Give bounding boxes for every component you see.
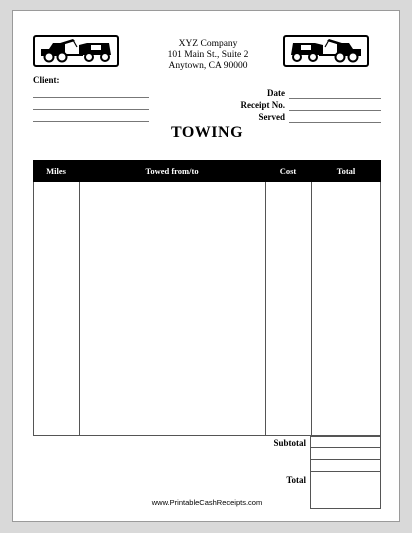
receipt-page <box>12 10 400 522</box>
column-header-miles: Miles <box>46 166 66 176</box>
column-header-towed: Towed from/to <box>145 166 199 176</box>
tow-truck-icon <box>285 37 367 65</box>
served-label: Served <box>258 112 285 122</box>
receipt-no-field[interactable] <box>289 110 381 111</box>
column-divider <box>311 182 312 435</box>
date-label: Date <box>267 88 285 98</box>
company-address-line1: 101 Main St., Suite 2 <box>167 50 249 60</box>
tow-truck-icon <box>35 37 117 65</box>
tax-box-2[interactable] <box>310 460 381 472</box>
table-header <box>33 160 381 182</box>
date-field[interactable] <box>289 98 381 99</box>
column-header-total: Total <box>336 166 356 176</box>
total-label: Total <box>286 475 306 485</box>
tax-box-1[interactable] <box>310 448 381 460</box>
subtotal-label: Subtotal <box>273 438 306 448</box>
client-line-1[interactable] <box>33 97 149 98</box>
column-divider <box>265 182 266 435</box>
company-block <box>143 39 273 72</box>
served-field[interactable] <box>289 122 381 123</box>
document-title: TOWING <box>170 124 244 141</box>
tow-truck-icon-left <box>33 35 119 67</box>
column-header-cost: Cost <box>279 166 297 176</box>
client-label: Client: <box>33 75 60 85</box>
footer-url[interactable]: www.PrintableCashReceipts.com <box>151 498 263 507</box>
company-name: XYZ Company <box>178 39 238 49</box>
tow-truck-icon-right <box>283 35 369 67</box>
receipt-no-label: Receipt No. <box>240 100 285 110</box>
client-line-3[interactable] <box>33 121 149 122</box>
subtotal-box[interactable] <box>310 436 381 448</box>
company-address-line2: Anytown, CA 90000 <box>168 61 248 71</box>
column-divider <box>79 182 80 435</box>
table-body[interactable] <box>33 182 381 436</box>
client-line-2[interactable] <box>33 109 149 110</box>
